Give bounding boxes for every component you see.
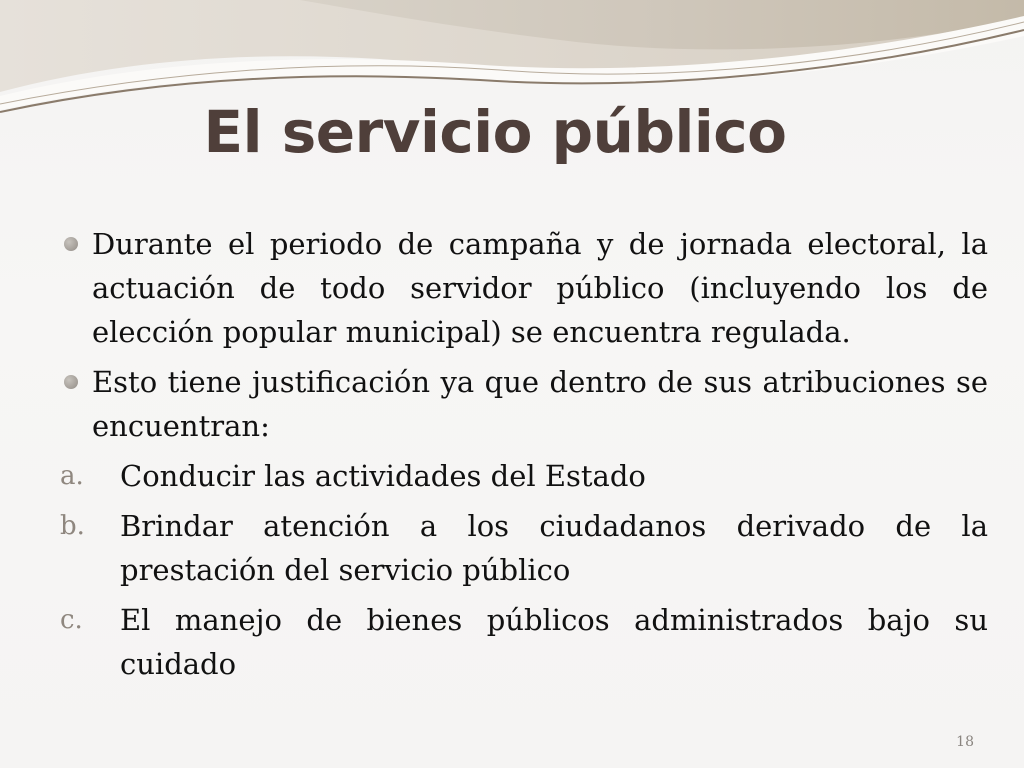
list-item <box>60 454 988 498</box>
bullet-list <box>60 222 988 448</box>
list-item <box>60 504 988 592</box>
bullet-dot-icon <box>64 237 78 251</box>
list-marker: a. <box>60 461 84 491</box>
list-item-text: El manejo de bienes públicos administrados bajo su cuidado <box>120 603 988 681</box>
bullet-item <box>60 360 988 448</box>
lettered-list <box>60 454 988 686</box>
page-number: 18 <box>956 734 974 750</box>
bullet-dot-icon <box>64 375 78 389</box>
list-item-text: Brindar atención a los ciudadanos derivado de la prestación del servicio público <box>120 509 988 587</box>
slide-body <box>60 222 988 692</box>
bullet-item <box>60 222 988 354</box>
bullet-text: Durante el periodo de campaña y de jornada electoral, la actuación de todo servidor público (incluyendo los de elección popular municipal) se encuentra regulada. <box>92 227 988 349</box>
list-marker: c. <box>60 605 83 635</box>
bullet-text: Esto tiene justificación ya que dentro de sus atribuciones se encuentran: <box>92 365 988 443</box>
slide-title: El servicio público <box>203 98 787 166</box>
list-item-text: Conducir las actividades del Estado <box>120 459 646 493</box>
list-marker: b. <box>60 511 85 541</box>
list-item <box>60 598 988 686</box>
